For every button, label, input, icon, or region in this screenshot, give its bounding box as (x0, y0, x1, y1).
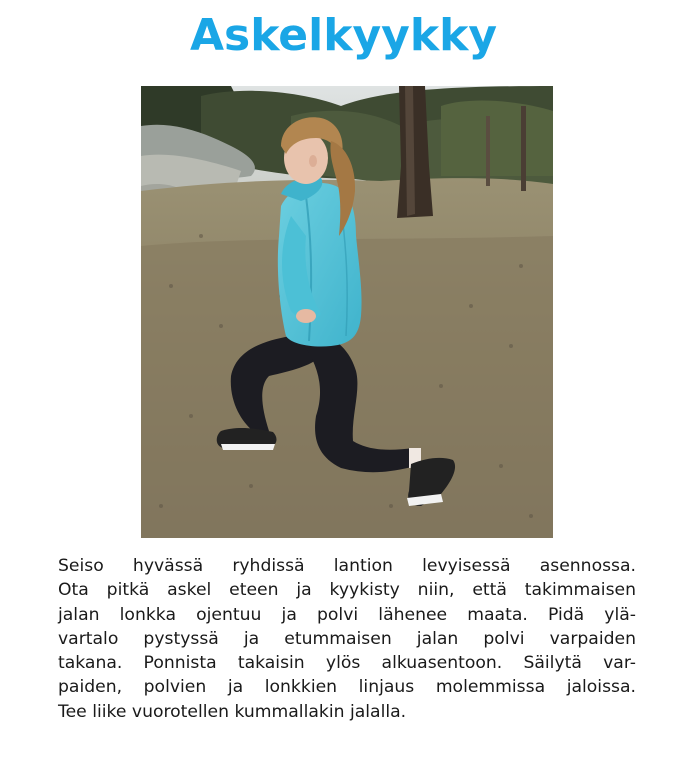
instruction-line: takana. Ponnista takaisin ylös alkuasentoon. Säilytä var- (58, 653, 636, 674)
instruction-line: vartalo pystyssä ja etummaisen jalan polvi varpaiden (58, 628, 636, 649)
instruction-line: Seiso hyvässä ryhdissä lantion levyisessä asennossa. (58, 556, 636, 576)
instruction-line: jalan lonkka ojentuu ja polvi lähenee maata. Pidä ylä- (58, 604, 636, 625)
instruction-line: Tee liike vuorotellen kummallakin jalalla. (58, 701, 407, 722)
page-title: Askelkyykky (189, 10, 498, 61)
instruction-text (58, 554, 636, 724)
instruction-line: Ota pitkä askel eteen ja kyykisty niin, että takimmaisen (58, 580, 636, 601)
exercise-photo (141, 86, 553, 538)
instruction-line: paiden, polvien ja lonkkien linjaus molemmissa jaloissa. (58, 677, 636, 698)
